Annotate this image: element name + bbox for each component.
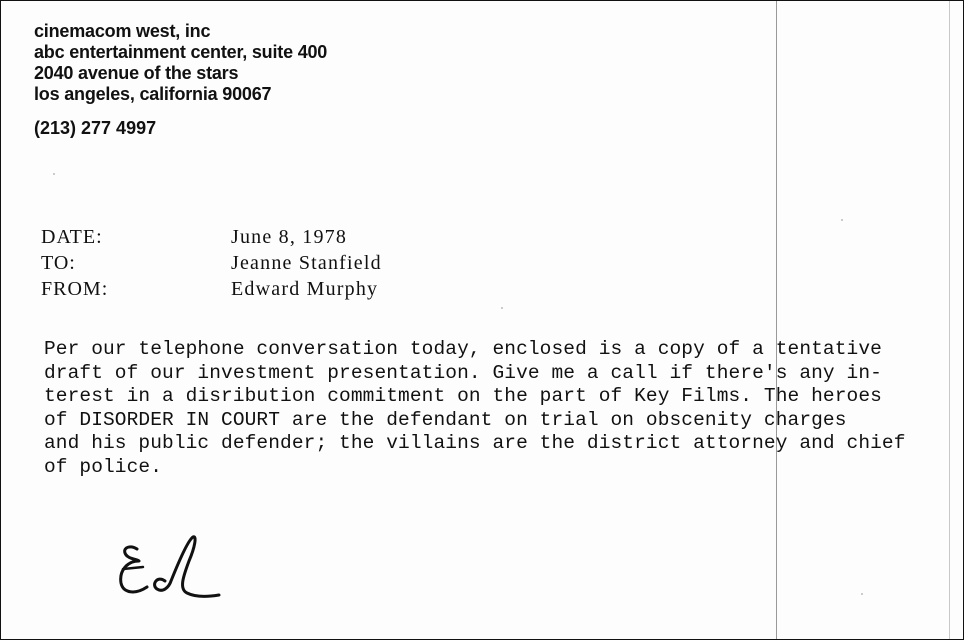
- date-label: DATE:: [41, 226, 103, 248]
- paper-speck: [501, 307, 503, 309]
- body-line: Per our telephone conversation today, enclosed is a copy of a tentative: [44, 338, 882, 360]
- address-line-3: los angeles, california 90067: [34, 84, 272, 104]
- memo-body: [44, 338, 924, 479]
- fold-line: [776, 1, 777, 639]
- phone-number: (213) 277 4997: [34, 118, 157, 138]
- body-line: draft of our investment presentation. Give me a call if there's any in-: [44, 361, 882, 384]
- date-value: June 8, 1978: [231, 226, 348, 248]
- signature: [113, 531, 233, 611]
- address-line-1: abc entertainment center, suite 400: [34, 42, 328, 62]
- paper-speck: [861, 593, 863, 595]
- letterhead: [34, 21, 327, 105]
- paper-speck: [53, 173, 55, 175]
- from-value: Edward Murphy: [231, 278, 379, 300]
- page-edge-line: [949, 1, 950, 639]
- memo-header: [41, 224, 382, 302]
- to-label: TO:: [41, 252, 76, 274]
- memo-row-date: [41, 224, 382, 250]
- memo-row-from: [41, 276, 382, 302]
- company-name: cinemacom west, inc: [34, 21, 211, 41]
- paper-speck: [841, 219, 843, 221]
- body-line: of DISORDER IN COURT are the defendant on trial on obscenity charges: [44, 408, 847, 431]
- body-line: and his public defender; the villains are the district attorney and chief: [44, 432, 906, 454]
- to-value: Jeanne Stanfield: [231, 252, 382, 274]
- memo-row-to: [41, 250, 382, 276]
- from-label: FROM:: [41, 278, 109, 300]
- address-line-2: 2040 avenue of the stars: [34, 63, 239, 83]
- body-line: of police.: [44, 455, 163, 478]
- body-line: terest in a disribution commitment on the part of Key Films. The heroes: [44, 385, 882, 407]
